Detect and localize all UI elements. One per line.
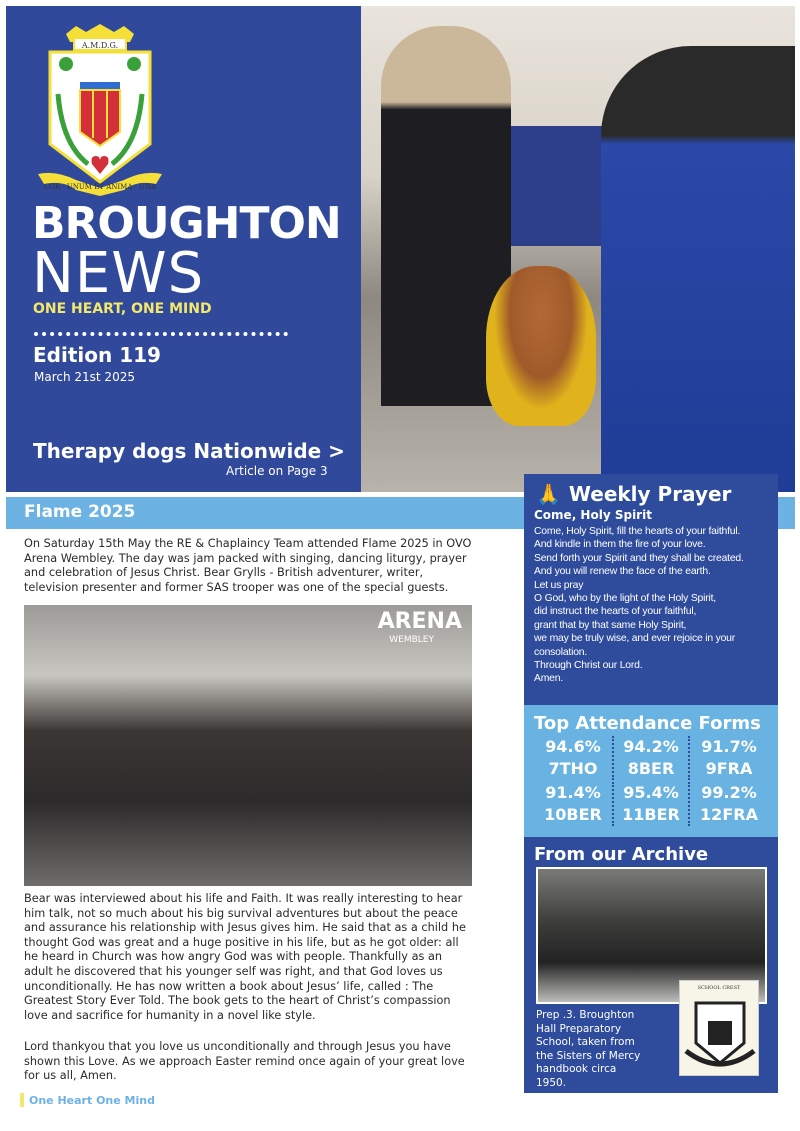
prayer-title: Weekly Prayer: [568, 482, 732, 506]
attendance-cell: 94.6% 7THO: [545, 737, 601, 778]
weekly-prayer-box: [524, 474, 778, 705]
dotted-divider: [34, 332, 288, 336]
attendance-cell: 91.7% 9FRA: [701, 737, 757, 778]
tagline: ONE HEART, ONE MIND: [33, 301, 212, 317]
article-para-3: Lord thankyou that you love us unconditionally and through Jesus you have shown this Love. As we approach Easter remind once again of your great love for us all, Amen.: [24, 1040, 465, 1083]
crest-motto-top: A.M.D.G.: [81, 41, 119, 50]
edition-date: March 21st 2025: [34, 370, 135, 384]
prayer-text: Come, Holy Spirit, fill the hearts of your faithful. And kindle in them the fire of your love. Send forth your Spirit and they shall be created. And you will renew the face of the earth. Let us pray O God, who by the light of the Holy Spirit, did instruct the hearts of your faithful, grant that by that same Holy Spirit, we may be truly wise, and ever rejoice in your consolation. Through Christ our Lord. Amen.: [534, 526, 744, 685]
archive-title: From our Archive: [534, 844, 709, 865]
attendance-cell: 94.2% 8BER: [612, 736, 690, 780]
crest-motto-scroll: COR · UNUM ET ANIMA · UNA: [43, 183, 157, 191]
school-crest-logo: [36, 24, 164, 196]
prayer-subtitle: Come, Holy Spirit: [534, 508, 652, 522]
flame-event-photo: [24, 605, 472, 886]
cover-banner: [6, 6, 795, 492]
attendance-cell: 95.4% 11BER: [612, 782, 690, 826]
article-para-2: Bear was interviewed about his life and Faith. It was really interesting to hear him talk, not so much about his big survival adventures but about the peace and assurance his relationship with Jesus gives him. He said that as a child he thought God was great and a huge positive in his life, but as he got older: all he heard in Church was how angry God was with people. Thankfully as an adult he discovered that his younger self was right, and that God loves us unconditionally. He has now written a book about Jesus’ life, called : The Greatest Story Ever Told. The book gets to the heart of Christ’s compassion love and sacrifice for humanity in a novel like style.: [24, 892, 466, 1022]
attendance-cell: 91.4% 10BER: [544, 783, 602, 824]
article-title: Flame 2025: [24, 502, 136, 522]
attendance-title: Top Attendance Forms: [534, 713, 761, 734]
crest-label: SCHOOL CREST: [697, 985, 741, 991]
right-sidebar: [524, 474, 778, 1093]
therapy-dog-photo: [361, 6, 795, 492]
arena-sign-sub: WEMBLEY: [389, 635, 434, 645]
archive-caption: Prep .3. Broughton Hall Preparatory School, taken from the Sisters of Mercy handbook circa 1950.: [536, 1009, 641, 1089]
footer-accent: [20, 1093, 24, 1107]
feature-headline-link[interactable]: Therapy dogs Nationwide >: [33, 439, 345, 463]
article-para-1: On Saturday 15th May the RE & Chaplaincy Team attended Flame 2025 in OVO Arena Wembley. The day was jam packed with singing, dancing liturgy, prayer and celebration of Jesus Christ. Bear Grylls - British adventurer, writer, television presenter and former SAS trooper was one of the special guests.: [24, 537, 472, 594]
edition-number: Edition 119: [33, 343, 161, 367]
masthead-subtitle: NEWS: [32, 241, 205, 306]
masthead-title: BROUGHTON: [32, 198, 341, 249]
feature-page-ref: Article on Page 3: [226, 464, 328, 478]
archive-crest-image: [679, 980, 759, 1076]
footer-motto: One Heart One Mind: [29, 1094, 155, 1107]
attendance-box: [524, 705, 778, 837]
arena-sign: ARENA: [377, 609, 462, 634]
archive-box: [524, 837, 778, 1093]
praying-hands-icon: 🙏: [536, 482, 561, 506]
attendance-cell: 99.2% 12FRA: [700, 783, 758, 824]
